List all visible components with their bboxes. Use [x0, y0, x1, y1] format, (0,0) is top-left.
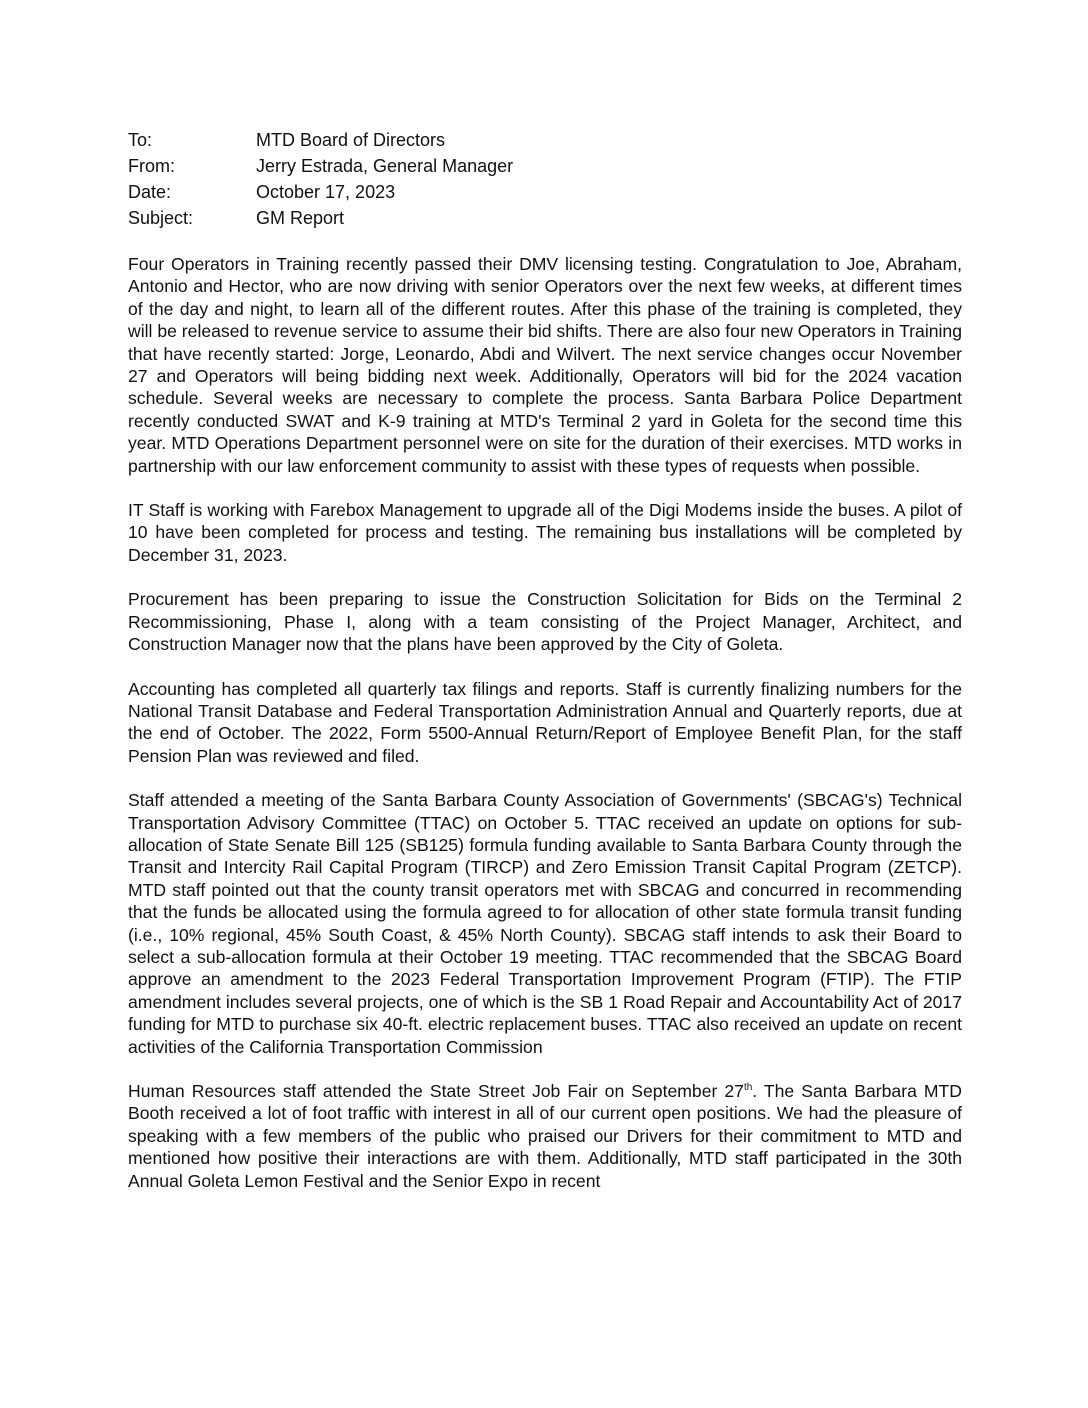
paragraph-it-staff: IT Staff is working with Farebox Management to upgrade all of the Digi Modems inside the buses. A pilot of 10 have been completed for process and testing. The remaining bus installations will be completed by December 31, 2023.: [128, 500, 962, 565]
memo-date-label: Date:: [128, 182, 172, 202]
memo-page: [128, 127, 962, 1214]
memo-subject-row: [128, 205, 962, 231]
memo-from-row: [128, 153, 962, 179]
paragraph-human-resources-text-1: Human Resources staff attended the State Street Job Fair on September 27: [128, 1081, 744, 1101]
memo-header: [128, 127, 962, 231]
memo-date-value: October 17, 2023: [256, 182, 396, 202]
memo-subject-label: Subject:: [128, 208, 194, 228]
paragraph-operators-training: Four Operators in Training recently passed their DMV licensing testing. Congratulation to Joe, Abraham, Antonio and Hector, who are now driving with senior Operators over the next few weeks, at different times of the day and night, to learn all of the different routes. After this phase of the training is completed, they will be released to revenue service to assume their bid shifts. There are also four new Operators in Training that have recently started: Jorge, Leonardo, Abdi and Wilvert. The next service changes occur November 27 and Operators will being bidding next week. Additionally, Operators will bid for the 2024 vacation schedule. Several weeks are necessary to complete the process. Santa Barbara Police Department recently conducted SWAT and K-9 training at MTD's Terminal 2 yard in Goleta for the second time this year. MTD Operations Department personnel were on site for the duration of their exercises. MTD works in partnership with our law enforcement community to assist with these types of requests when possible.: [128, 254, 962, 476]
memo-to-row: [128, 127, 962, 153]
memo-date-row: [128, 179, 962, 205]
memo-to-value: MTD Board of Directors: [256, 130, 446, 150]
memo-from-label: From:: [128, 156, 175, 176]
paragraph-human-resources: [128, 1080, 962, 1192]
paragraph-accounting: Accounting has completed all quarterly tax filings and reports. Staff is currently finalizing numbers for the National Transit Database and Federal Transportation Administration Annual and Quarterly reports, due at the end of October. The 2022, Form 5500-Annual Return/Report of Employee Benefit Plan, for the staff Pension Plan was reviewed and filed.: [128, 678, 962, 766]
paragraph-human-resources-text-2: . The Santa Barbara MTD Booth received a lot of foot traffic with interest in all of our current open positions. We had the pleasure of speaking with a few members of the public who praised our Drivers for their commitment to MTD and mentioned how positive their interactions are with them. Additionally, MTD staff participated in the 30th Annual Goleta Lemon Festival and the Senior Expo in recent: [128, 1081, 962, 1191]
memo-to-label: To:: [128, 130, 153, 150]
memo-from-value: Jerry Estrada, General Manager: [256, 156, 514, 176]
paragraph-procurement: Procurement has been preparing to issue the Construction Solicitation for Bids on the Terminal 2 Recommissioning, Phase I, along with a team consisting of the Project Manager, Architect, and Construction Manager now that the plans have been approved by the City of Goleta.: [128, 589, 962, 655]
paragraph-sbcag-meeting: Staff attended a meeting of the Santa Barbara County Association of Governments' (SBCAG's) Technical Transportation Advisory Committee (TTAC) on October 5. TTAC received an update on options for sub-allocation of State Senate Bill 125 (SB125) formula funding available to Santa Barbara County through the Transit and Intercity Rail Capital Program (TIRCP) and Zero Emission Transit Capital Program (ZETCP). MTD staff pointed out that the county transit operators met with SBCAG and concurred in recommending that the funds be allocated using the formula agreed to for allocation of other state formula transit funding (i.e., 10% regional, 45% South Coast, & 45% North County). SBCAG staff intends to ask their Board to select a sub-allocation formula at their October 19 meeting. TTAC recommended that the SBCAG Board approve an amendment to the 2023 Federal Transportation Improvement Program (FTIP). The FTIP amendment includes several projects, one of which is the SB 1 Road Repair and Accountability Act of 2017 funding for MTD to purchase six 40-ft. electric replacement buses. TTAC also received an update on recent activities of the California Transportation Commission: [128, 790, 962, 1057]
ordinal-suffix: th: [743, 1082, 753, 1094]
memo-subject-value: GM Report: [256, 208, 345, 228]
